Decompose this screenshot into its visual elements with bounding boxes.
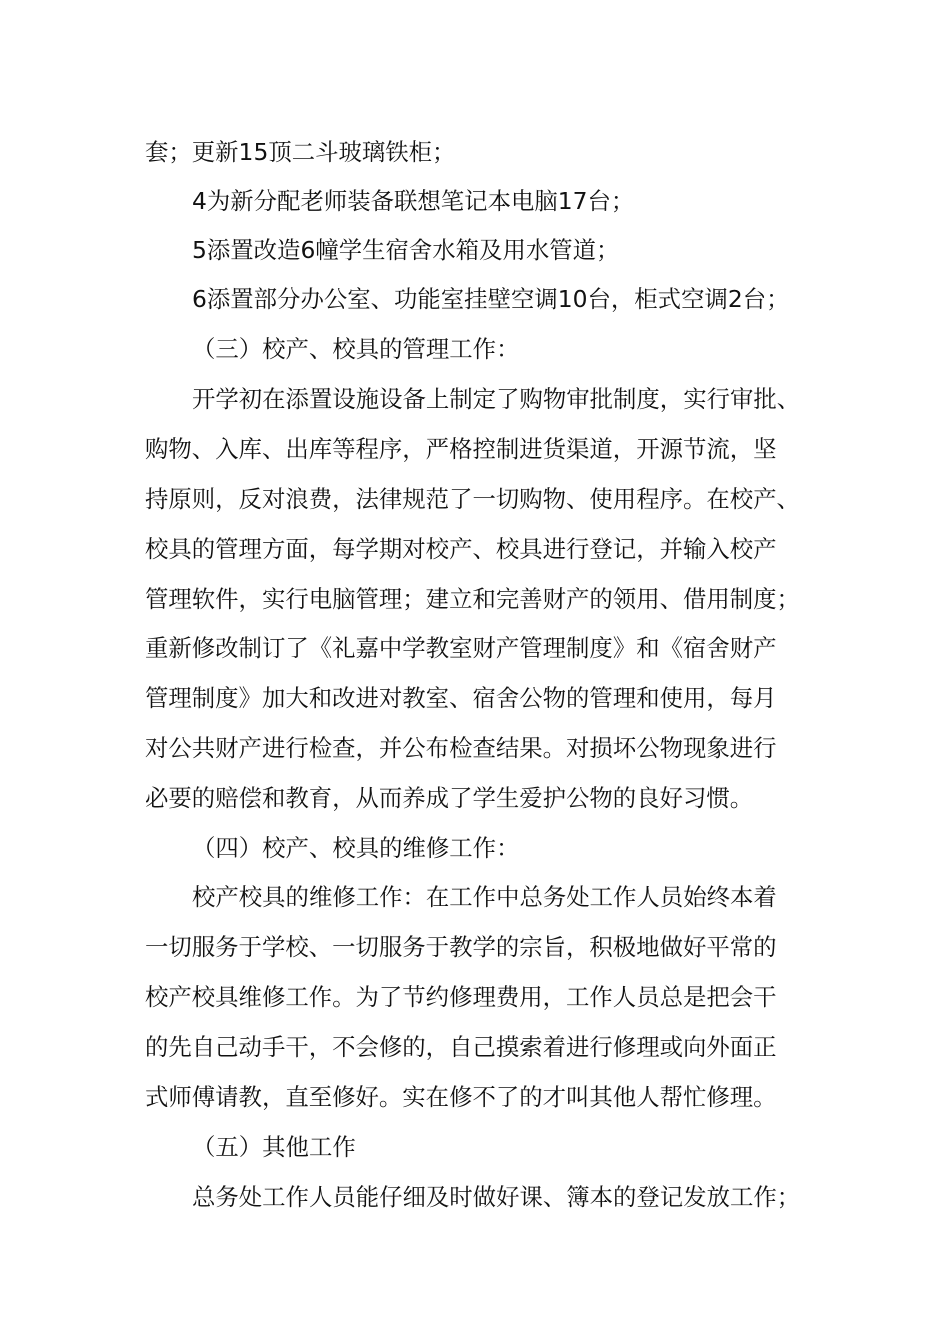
paragraph-line: 管理制度》加大和改进对教室、宿舍公物的管理和使用，每月 (145, 684, 777, 712)
paragraph-line: 开学初在添置设施设备上制定了购物审批制度，实行审批、 (192, 385, 801, 413)
section-heading-5: （五）其他工作 (192, 1133, 356, 1161)
section-heading-3: （三）校产、校具的管理工作： (192, 335, 520, 363)
paragraph-line: 式师傅请教，直至修好。实在修不了的才叫其他人帮忙修理。 (145, 1083, 777, 1111)
paragraph-line: 管理软件，实行电脑管理；建立和完善财产的领用、借用制度； (145, 585, 800, 613)
paragraph-line: 对公共财产进行检查，并公布检查结果。对损坏公物现象进行 (145, 734, 777, 762)
paragraph-line: 必要的赔偿和教育，从而养成了学生爱护公物的良好习惯。 (145, 784, 754, 812)
paragraph-line: 总务处工作人员能仔细及时做好课、簿本的登记发放工作； (192, 1183, 801, 1211)
paragraph-line: 持原则，反对浪费，法律规范了一切购物、使用程序。在校产、 (145, 485, 800, 513)
paragraph-line: 一切服务于学校、一切服务于教学的宗旨，积极地做好平常的 (145, 933, 777, 961)
paragraph-line: 校产校具的维修工作：在工作中总务处工作人员始终本着 (192, 883, 777, 911)
paragraph-line-1: 套；更新15顶二斗玻璃铁柜； (145, 138, 456, 166)
paragraph-line: 重新修改制订了《礼嘉中学教室财产管理制度》和《宿舍财产 (145, 634, 777, 662)
paragraph-line: 的先自己动手干，不会修的，自己摸索着进行修理或向外面正 (145, 1033, 777, 1061)
list-item-5: 5添置改造6幢学生宿舍水箱及用水管道； (192, 236, 620, 264)
paragraph-line: 校具的管理方面，每学期对校产、校具进行登记，并输入校产 (145, 535, 777, 563)
section-heading-4: （四）校产、校具的维修工作： (192, 834, 520, 862)
list-item-4: 4为新分配老师装备联想笔记本电脑17台； (192, 187, 635, 215)
paragraph-line: 校产校具维修工作。为了节约修理费用，工作人员总是把会干 (145, 983, 777, 1011)
paragraph-line: 购物、入库、出库等程序，严格控制进货渠道，开源节流，坚 (145, 435, 777, 463)
list-item-6: 6添置部分办公室、功能室挂壁空调10台，柜式空调2台； (192, 285, 790, 313)
